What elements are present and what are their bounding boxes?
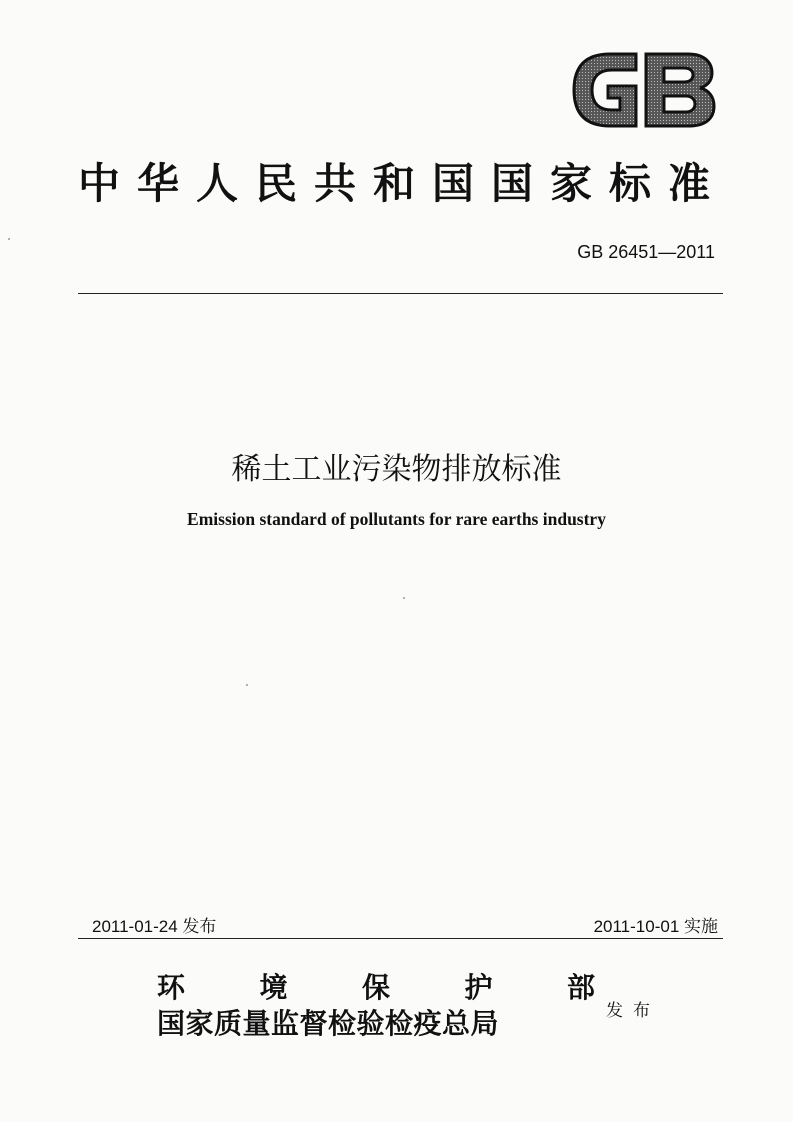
document-title-cn: 稀土工业污染物排放标准 xyxy=(231,452,562,487)
issuer-char: 环 xyxy=(157,971,186,1004)
issuer-aqsiq: 国家质量监督检验检疫总局 xyxy=(157,1007,500,1040)
gb-logo xyxy=(566,50,718,130)
scan-speck xyxy=(8,238,10,240)
issuer-char: 保 xyxy=(361,971,390,1004)
scan-speck xyxy=(403,597,405,599)
publish-label: 发布 xyxy=(606,1001,660,1021)
standard-number: GB 26451—2011 xyxy=(577,242,715,262)
issuer-char: 部 xyxy=(566,971,595,1004)
issuer-char: 护 xyxy=(464,971,493,1004)
top-divider xyxy=(78,293,723,294)
bottom-divider xyxy=(78,938,723,939)
scan-speck xyxy=(246,684,248,686)
issuer-char: 境 xyxy=(259,971,288,1004)
standard-category-title: 中华人民共和国国家标准 xyxy=(78,159,728,208)
issuer-ministry xyxy=(157,970,595,1006)
document-title-en: Emission standard of pollutants for rare earths industry xyxy=(187,509,606,529)
implementation-date: 2011-10-01 实施 xyxy=(593,917,718,936)
issue-date: 2011-01-24 发布 xyxy=(92,917,217,936)
